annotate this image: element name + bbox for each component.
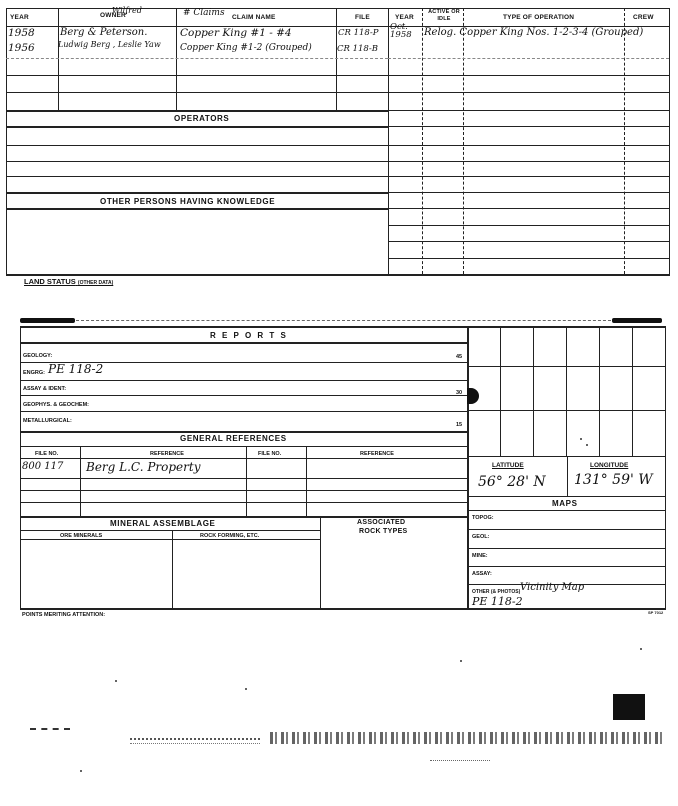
maps-geol-label: GEOL: bbox=[472, 534, 490, 540]
rock-types-label: ROCK TYPES bbox=[359, 528, 408, 535]
header-type-of-operation: TYPE OF OPERATION bbox=[503, 14, 575, 21]
operation-type: Relog. Copper King Nos. 1-2-3-4 (Grouped) bbox=[424, 27, 644, 38]
ref-reference: Berg L.C. Property bbox=[86, 460, 201, 474]
operation-year: Oct. 1958 bbox=[390, 22, 412, 40]
row-1-file: CR 118-P bbox=[338, 28, 379, 38]
latitude-label: LATITUDE bbox=[492, 462, 524, 469]
reference-label: REFERENCE bbox=[150, 451, 184, 457]
longitude-value: 131° 59' W bbox=[574, 472, 653, 488]
file-no-label-2: FILE NO. bbox=[258, 451, 282, 457]
geology-label: GEOLOGY: bbox=[23, 353, 53, 359]
scan-streak-heavy bbox=[270, 732, 665, 744]
scan-streak bbox=[130, 738, 260, 744]
scan-smear-right bbox=[612, 318, 662, 323]
header-year: YEAR bbox=[10, 14, 29, 21]
assay-label: ASSAY & IDENT: bbox=[23, 386, 67, 392]
row-1-owner: Berg & Peterson. bbox=[60, 27, 148, 38]
row-2-year: 1956 bbox=[8, 42, 35, 54]
maps-assay-label: ASSAY: bbox=[472, 571, 492, 577]
scale-30: 30 bbox=[456, 390, 463, 396]
metallurgical-label: METALLURGICAL: bbox=[23, 418, 72, 424]
scan-streak bbox=[30, 728, 70, 730]
ref-file-no: 800 117 bbox=[22, 461, 64, 472]
scan-speck bbox=[586, 444, 588, 446]
operators-label: OPERATORS bbox=[174, 114, 230, 123]
general-references-title: GENERAL REFERENCES bbox=[180, 434, 287, 443]
scan-speck bbox=[115, 680, 117, 682]
header-crew: CREW bbox=[633, 14, 654, 21]
row-1-claim: Copper King #1 - #4 bbox=[180, 27, 292, 39]
geophys-label: GEOPHYS. & GEOCHEM: bbox=[23, 402, 90, 408]
maps-topog-label: TOPOG: bbox=[472, 515, 494, 521]
ore-minerals-label: ORE MINERALS bbox=[60, 533, 103, 539]
reference-label-2: REFERENCE bbox=[360, 451, 394, 457]
scale-45: 45 bbox=[456, 354, 463, 360]
row-1-year: 1958 bbox=[8, 27, 35, 39]
header-claim-name: CLAIM NAME bbox=[232, 14, 276, 21]
latitude-value: 56° 28' N bbox=[478, 474, 546, 490]
rock-forming-label: ROCK FORMING, ETC. bbox=[200, 533, 260, 539]
scan-speck bbox=[245, 688, 247, 690]
row-2-claim: Copper King #1-2 (Grouped) bbox=[180, 43, 312, 53]
scan-speck bbox=[460, 660, 462, 662]
owner-note: Wilfred bbox=[112, 6, 142, 15]
row-2-owner: Ludwig Berg , Leslie Yaw bbox=[58, 40, 161, 49]
other-persons-label: OTHER PERSONS HAVING KNOWLEDGE bbox=[100, 197, 276, 206]
header-year-2: YEAR bbox=[395, 14, 414, 21]
maps-title: MAPS bbox=[552, 499, 578, 508]
header-active-idle: ACTIVE OR IDLE bbox=[428, 9, 460, 22]
scan-speck bbox=[640, 648, 642, 650]
reports-title: R E P O R T S bbox=[210, 331, 288, 340]
points-meriting-attention-label: POINTS MERITING ATTENTION: bbox=[22, 612, 106, 618]
associated-label: ASSOCIATED bbox=[357, 519, 406, 526]
header-file: FILE bbox=[355, 14, 370, 21]
engrg-value: PE 118-2 bbox=[48, 362, 104, 376]
scale-15: 15 bbox=[456, 422, 463, 428]
engrg-label: ENGRG: bbox=[23, 370, 45, 376]
mineral-assemblage-title: MINERAL ASSEMBLAGE bbox=[110, 519, 216, 528]
maps-other-label: OTHER (& PHOTOS) bbox=[472, 589, 521, 595]
row-2-file: CR 118-B bbox=[337, 44, 378, 54]
claim-note: # Claims bbox=[183, 8, 225, 18]
scan-speck bbox=[80, 770, 82, 772]
maps-other-value-2: PE 118-2 bbox=[472, 595, 523, 608]
punch-hole bbox=[467, 388, 479, 404]
scan-smear bbox=[20, 318, 75, 323]
maps-other-value: Vicinity Map bbox=[520, 582, 585, 593]
header-owner: OWNER' bbox=[100, 12, 128, 19]
land-status-label: LAND STATUS (OTHER DATA) bbox=[24, 277, 114, 286]
longitude-label: LONGITUDE bbox=[590, 462, 629, 469]
black-block bbox=[613, 694, 645, 720]
file-no-label: FILE NO. bbox=[35, 451, 59, 457]
scan-streak bbox=[430, 760, 490, 761]
scan-dashes bbox=[76, 320, 616, 321]
form-number: SP 7012 bbox=[648, 610, 664, 615]
maps-mine-label: MINE: bbox=[472, 553, 488, 559]
scan-speck bbox=[580, 438, 582, 440]
